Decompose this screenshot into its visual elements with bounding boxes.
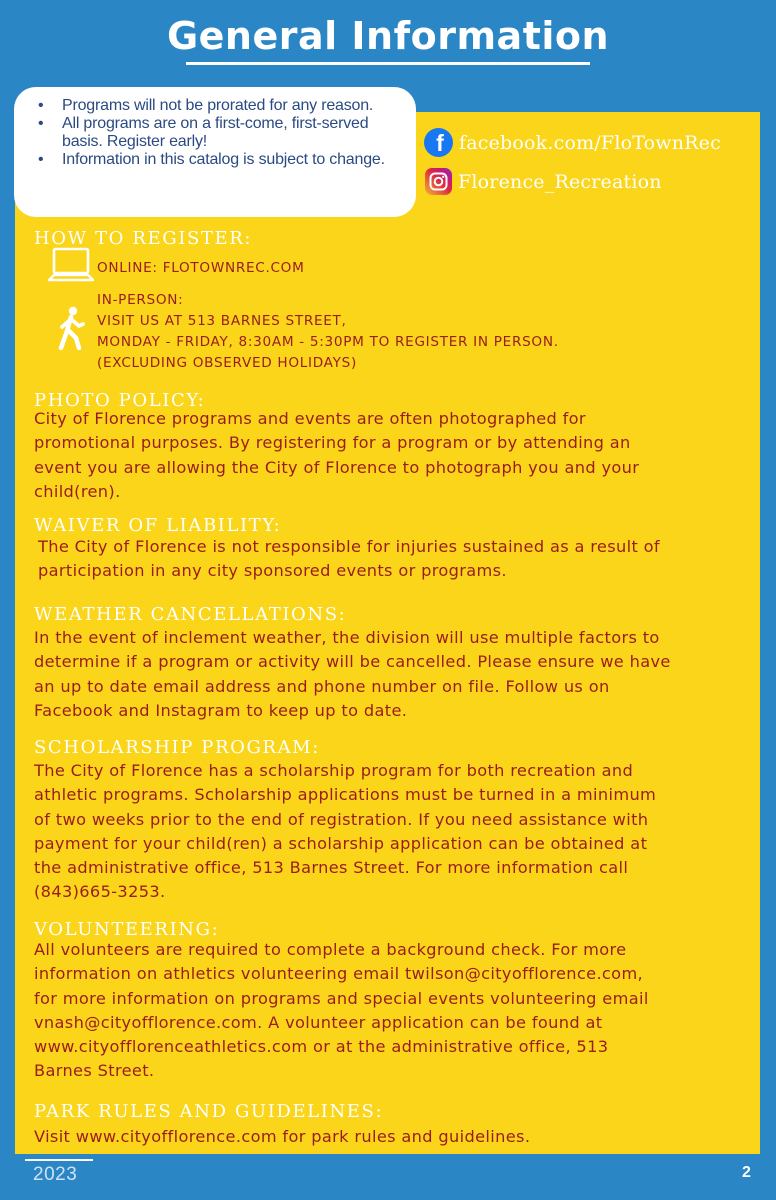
weather-heading: WEATHER CANCELLATIONS: <box>34 604 347 625</box>
text-line: the administrative office, 513 Barnes Street. For more information call <box>34 858 629 878</box>
note-item: • All programs are on a first-come, first-served basis. Register early! <box>38 115 402 151</box>
how-to-register-heading: HOW TO REGISTER: <box>34 228 253 249</box>
text-line: of two weeks prior to the end of registration. If you need assistance with <box>34 809 649 829</box>
text-line: for more information on programs and special events volunteering email <box>34 988 649 1008</box>
walking-person-icon <box>56 306 86 354</box>
text-line: www.cityofflorenceathletics.com or at the administrative office, 513 <box>34 1037 609 1057</box>
text-line: payment for your child(ren) a scholarship application can be obtained at <box>34 833 648 853</box>
register-online: ONLINE: FLOTOWNREC.COM <box>97 260 305 276</box>
text-line: City of Florence programs and events are often photographed for <box>34 409 586 428</box>
scholarship-heading: SCHOLARSHIP PROGRAM: <box>34 737 320 758</box>
text-line: child(ren). <box>34 481 121 501</box>
page-number: 2 <box>742 1164 751 1181</box>
text-line: information on athletics volunteering email twilson@cityofflorence.com, <box>34 964 644 984</box>
register-inperson-line: IN-PERSON: <box>97 292 184 308</box>
note-item: • Information in this catalog is subject to change. <box>38 151 402 169</box>
photo-policy-heading: PHOTO POLICY: <box>34 390 206 411</box>
text-line: athletic programs. Scholarship applications must be turned in a minimum <box>34 785 657 805</box>
text-line: Facebook and Instagram to keep up to date. <box>34 700 408 720</box>
text-line: (843)665-3253. <box>34 882 166 902</box>
text-line: vnash@cityofflorence.com. A volunteer application can be found at <box>34 1012 603 1032</box>
notes-list <box>38 97 402 169</box>
waiver-text <box>38 535 758 584</box>
text-line: event you are allowing the City of Florence to photograph you and your <box>34 457 640 477</box>
text-line: promotional purposes. By registering for a program or by attending an <box>34 433 631 453</box>
park-rules-text <box>34 1125 754 1149</box>
title-underline <box>186 62 590 65</box>
facebook-link[interactable] <box>424 128 721 157</box>
instagram-label: Florence_Recreation <box>458 170 662 193</box>
register-inperson-line: MONDAY - FRIDAY, 8:30AM - 5:30PM TO REGISTER IN PERSON. <box>97 334 559 350</box>
register-inperson-line: VISIT US AT 513 BARNES STREET, <box>97 313 347 329</box>
laptop-icon <box>48 247 94 289</box>
note-item: • Programs will not be prorated for any reason. <box>38 97 402 115</box>
text-line: an up to date email address and phone number on file. Follow us on <box>34 676 610 696</box>
park-rules-heading: PARK RULES AND GUIDELINES: <box>34 1101 384 1122</box>
register-inperson-line: (EXCLUDING OBSERVED HOLIDAYS) <box>97 355 357 371</box>
scholarship-text <box>34 759 754 905</box>
facebook-label: facebook.com/FloTownRec <box>459 131 721 154</box>
instagram-icon <box>425 168 452 195</box>
volunteering-heading: VOLUNTEERING: <box>34 919 220 940</box>
year-label: 2023 <box>33 1164 78 1185</box>
facebook-icon: f <box>424 128 453 157</box>
year-divider <box>25 1159 93 1161</box>
page-title: General Information <box>166 14 610 58</box>
text-line: The City of Florence is not responsible for injuries sustained as a result of <box>38 537 660 556</box>
text-line: All volunteers are required to complete a background check. For more <box>34 940 627 959</box>
text-line: In the event of inclement weather, the division will use multiple factors to <box>34 628 660 647</box>
photo-policy-text <box>34 407 754 504</box>
text-line: The City of Florence has a scholarship program for both recreation and <box>34 761 634 780</box>
instagram-link[interactable] <box>424 168 662 195</box>
weather-text <box>34 626 754 723</box>
notes-box <box>14 87 416 217</box>
text-line: determine if a program or activity will be cancelled. Please ensure we have <box>34 652 671 672</box>
text-line: Barnes Street. <box>34 1061 155 1081</box>
text-line: Visit www.cityofflorence.com for park rules and guidelines. <box>34 1127 531 1146</box>
text-line: participation in any city sponsored events or programs. <box>38 561 507 581</box>
volunteering-text <box>34 938 754 1084</box>
waiver-heading: WAIVER OF LIABILITY: <box>34 515 282 536</box>
